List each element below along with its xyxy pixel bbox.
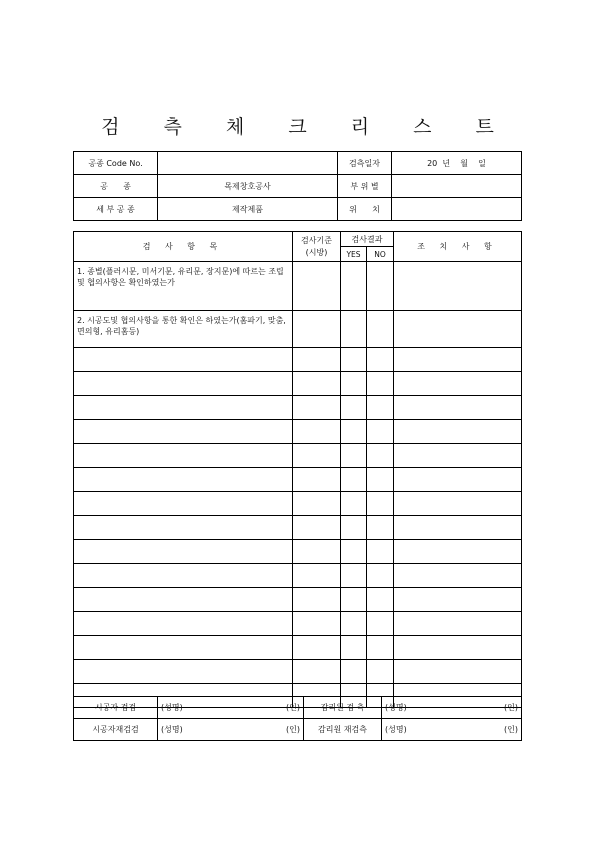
contractor-reinspect-sign[interactable] — [158, 719, 304, 741]
sub-work-field[interactable]: 제작제품 — [158, 198, 338, 221]
yes-cell[interactable] — [341, 588, 367, 612]
location-field[interactable] — [392, 198, 522, 221]
action-cell[interactable] — [394, 588, 522, 612]
standard-cell[interactable] — [293, 396, 341, 420]
blank-row — [74, 372, 522, 396]
blank-row — [74, 468, 522, 492]
no-cell[interactable] — [367, 612, 394, 636]
standard-cell[interactable] — [293, 540, 341, 564]
col-result-header: 검사결과 — [341, 232, 394, 247]
inspect-date-label: 검측일자 — [338, 152, 392, 175]
yes-cell[interactable] — [341, 468, 367, 492]
item-cell[interactable] — [74, 588, 293, 612]
contractor-inspect-label: 시공자 검검 — [74, 697, 158, 719]
seal-label: (인) — [504, 725, 518, 734]
item-cell[interactable] — [74, 372, 293, 396]
location-label: 위 치 — [338, 198, 392, 221]
item-cell[interactable] — [74, 516, 293, 540]
seal-label: (인) — [504, 703, 518, 712]
contractor-reinspect-label: 시공자재검검 — [74, 719, 158, 741]
no-cell[interactable] — [367, 372, 394, 396]
action-cell[interactable] — [394, 660, 522, 684]
col-action-header: 조 치 사 항 — [394, 232, 522, 262]
no-cell[interactable] — [367, 420, 394, 444]
supervisor-reinspect-sign[interactable] — [382, 719, 522, 741]
blank-row — [74, 588, 522, 612]
no-cell[interactable] — [367, 660, 394, 684]
standard-cell[interactable] — [293, 564, 341, 588]
header-table — [73, 151, 522, 221]
action-cell[interactable] — [394, 311, 522, 348]
no-cell[interactable] — [367, 516, 394, 540]
action-cell[interactable] — [394, 636, 522, 660]
contractor-inspect-sign[interactable] — [158, 697, 304, 719]
col-yes-header: YES — [341, 247, 367, 262]
col-item-header: 검 사 항 목 — [74, 232, 293, 262]
yes-cell[interactable] — [341, 636, 367, 660]
item-cell[interactable] — [74, 348, 293, 372]
action-cell[interactable] — [394, 540, 522, 564]
no-cell[interactable] — [367, 444, 394, 468]
action-cell[interactable] — [394, 420, 522, 444]
item-cell[interactable] — [74, 420, 293, 444]
yes-cell[interactable] — [341, 540, 367, 564]
standard-cell[interactable] — [293, 420, 341, 444]
blank-row — [74, 348, 522, 372]
action-cell[interactable] — [394, 564, 522, 588]
no-cell[interactable] — [367, 564, 394, 588]
no-cell[interactable] — [367, 540, 394, 564]
no-cell[interactable] — [367, 492, 394, 516]
work-type-label: 공 종 — [74, 175, 158, 198]
item-cell[interactable] — [74, 444, 293, 468]
no-cell[interactable] — [367, 636, 394, 660]
item-cell[interactable] — [74, 540, 293, 564]
yes-cell[interactable] — [341, 420, 367, 444]
checklist-item-text: 1. 종별(플러시문, 미서기문, 유리문, 장지문)에 따르는 조립및 협의사항은 확인하였는가 — [74, 262, 293, 311]
name-label: (성명) — [385, 703, 407, 712]
standard-cell[interactable] — [293, 468, 341, 492]
blank-row — [74, 636, 522, 660]
item-cell[interactable] — [74, 468, 293, 492]
work-code-label: 공종 Code No. — [74, 152, 158, 175]
action-cell[interactable] — [394, 612, 522, 636]
work-type-field[interactable]: 목제창호공사 — [158, 175, 338, 198]
item-cell[interactable] — [74, 396, 293, 420]
action-cell[interactable] — [394, 348, 522, 372]
blank-row — [74, 396, 522, 420]
page-title: 검 측 체 크 리 스 트 — [101, 116, 513, 138]
no-cell[interactable] — [367, 468, 394, 492]
part-field[interactable] — [392, 175, 522, 198]
blank-row — [74, 516, 522, 540]
supervisor-inspect-label: 감리원 검 측 — [304, 697, 382, 719]
blank-row — [74, 492, 522, 516]
standard-cell[interactable] — [293, 636, 341, 660]
yes-cell[interactable] — [341, 516, 367, 540]
checklist-item-text: 2. 시공도및 협의사항을 통한 확인은 하였는가(홈파기, 맞춤, 면의형, 유리홈등) — [74, 311, 293, 348]
standard-cell[interactable] — [293, 588, 341, 612]
action-cell[interactable] — [394, 516, 522, 540]
yes-cell[interactable] — [341, 660, 367, 684]
seal-label: (인) — [286, 725, 300, 734]
standard-cell[interactable] — [293, 492, 341, 516]
checklist-row — [74, 311, 522, 348]
blank-row — [74, 564, 522, 588]
action-cell[interactable] — [394, 444, 522, 468]
name-label: (성명) — [161, 703, 183, 712]
inspect-date-field[interactable]: 20 년 월 일 — [392, 152, 522, 175]
blank-row — [74, 444, 522, 468]
standard-cell[interactable] — [293, 262, 341, 311]
blank-row — [74, 612, 522, 636]
standard-cell[interactable] — [293, 612, 341, 636]
checklist-row — [74, 262, 522, 311]
no-cell[interactable] — [367, 396, 394, 420]
standard-cell[interactable] — [293, 516, 341, 540]
work-code-field[interactable] — [158, 152, 338, 175]
blank-row — [74, 540, 522, 564]
name-label: (성명) — [161, 725, 183, 734]
item-cell[interactable] — [74, 492, 293, 516]
blank-row — [74, 420, 522, 444]
signature-table — [73, 696, 522, 741]
sub-work-label: 세 부 공 종 — [74, 198, 158, 221]
yes-cell[interactable] — [341, 564, 367, 588]
col-no-header: NO — [367, 247, 394, 262]
yes-cell[interactable] — [341, 612, 367, 636]
item-cell[interactable] — [74, 564, 293, 588]
yes-cell[interactable] — [341, 262, 367, 311]
yes-cell[interactable] — [341, 372, 367, 396]
seal-label: (인) — [286, 703, 300, 712]
supervisor-reinspect-label: 감리원 재검측 — [304, 719, 382, 741]
no-cell[interactable] — [367, 348, 394, 372]
no-cell[interactable] — [367, 311, 394, 348]
no-cell[interactable] — [367, 588, 394, 612]
standard-cell[interactable] — [293, 444, 341, 468]
yes-cell[interactable] — [341, 396, 367, 420]
item-cell[interactable] — [74, 612, 293, 636]
yes-cell[interactable] — [341, 492, 367, 516]
action-cell[interactable] — [394, 492, 522, 516]
yes-cell[interactable] — [341, 311, 367, 348]
standard-cell[interactable] — [293, 660, 341, 684]
checklist-table — [73, 231, 522, 708]
action-cell[interactable] — [394, 262, 522, 311]
standard-cell[interactable] — [293, 372, 341, 396]
yes-cell[interactable] — [341, 348, 367, 372]
standard-cell[interactable] — [293, 348, 341, 372]
part-label: 부 위 별 — [338, 175, 392, 198]
item-cell[interactable] — [74, 660, 293, 684]
yes-cell[interactable] — [341, 444, 367, 468]
col-standard-header: 검사기준 (시방) — [293, 232, 341, 262]
blank-row — [74, 660, 522, 684]
action-cell[interactable] — [394, 468, 522, 492]
standard-cell[interactable] — [293, 311, 341, 348]
supervisor-inspect-sign[interactable] — [382, 697, 522, 719]
action-cell[interactable] — [394, 396, 522, 420]
name-label: (성명) — [385, 725, 407, 734]
no-cell[interactable] — [367, 262, 394, 311]
item-cell[interactable] — [74, 636, 293, 660]
action-cell[interactable] — [394, 372, 522, 396]
